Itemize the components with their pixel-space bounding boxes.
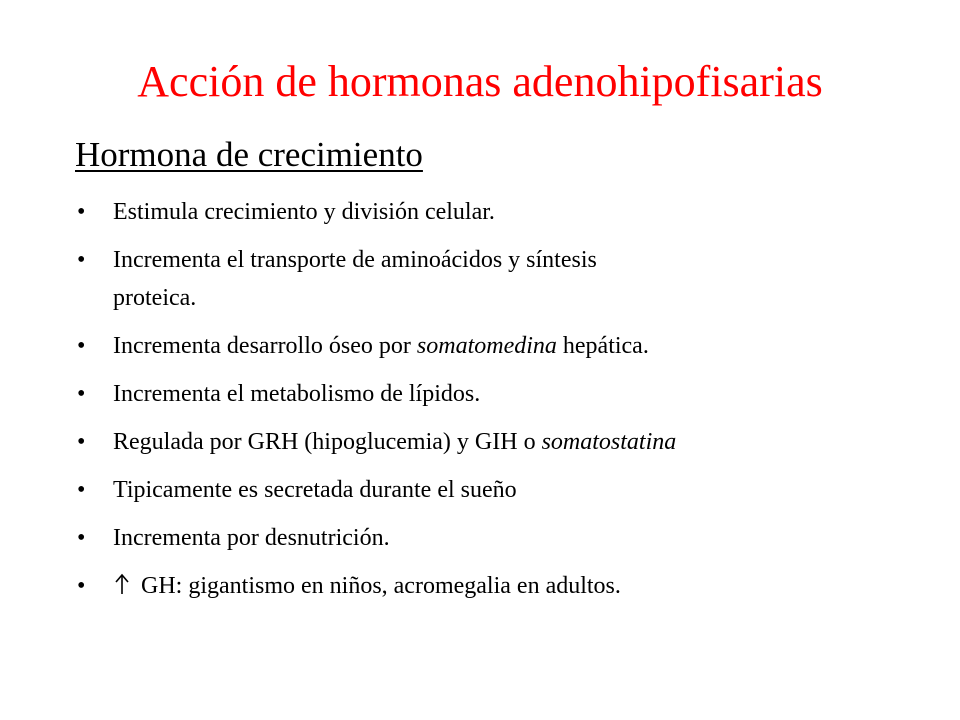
bullet-text-pre: Regulada por GRH (hipoglucemia) y GIH o — [113, 429, 542, 455]
bullet-item-8 — [75, 567, 895, 605]
bullet-marker: • — [77, 199, 86, 225]
bullet-text-line-1: Incrementa el transporte de aminoácidos y síntesis — [113, 247, 597, 273]
bullet-item-1 — [75, 193, 895, 231]
bullet-text: Estimula crecimiento y división celular. — [113, 199, 495, 225]
bullet-marker: • — [77, 525, 86, 551]
bullet-text-line-2: proteica. — [113, 285, 197, 311]
bullet-text: Incrementa el metabolismo de lípidos. — [113, 381, 481, 407]
bullet-text: Incrementa por desnutrición. — [113, 525, 390, 551]
bullet-item-6 — [75, 471, 895, 509]
bullet-text-emphasis: somatostatina — [541, 429, 677, 455]
bullet-text: GH: gigantismo en niños, acromegalia en adultos. — [141, 573, 621, 599]
bullet-item-7 — [75, 519, 895, 557]
bullet-marker: • — [77, 573, 86, 599]
bullet-list — [75, 193, 895, 615]
bullet-marker: • — [77, 429, 86, 455]
section-subtitle: Hormona de crecimiento — [75, 135, 423, 174]
bullet-text-pre: Incrementa desarrollo óseo por — [113, 333, 417, 359]
slide-title: Acción de hormonas adenohipofisarias — [137, 57, 823, 106]
bullet-item-5 — [75, 423, 895, 461]
bullet-text-post: hepática. — [556, 333, 649, 359]
up-arrow-icon — [113, 573, 131, 595]
bullet-marker: • — [77, 477, 86, 503]
bullet-text: Tipicamente es secretada durante el sueño — [113, 477, 517, 503]
bullet-item-3 — [75, 327, 895, 365]
bullet-item-2 — [75, 241, 895, 317]
bullet-text-emphasis: somatomedina — [416, 333, 557, 359]
bullet-marker: • — [77, 333, 86, 359]
bullet-marker: • — [77, 381, 86, 407]
bullet-item-4 — [75, 375, 895, 413]
bullet-marker: • — [77, 247, 86, 273]
